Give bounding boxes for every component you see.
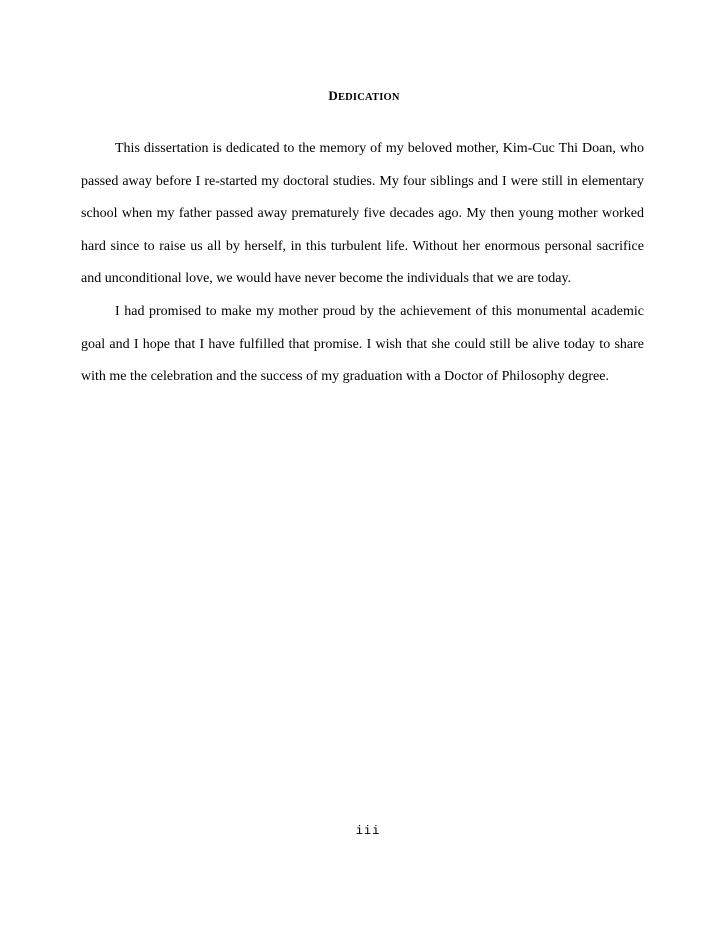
dedication-body: [81, 133, 644, 394]
title-small-caps: EDICATION: [337, 92, 400, 103]
dedication-paragraph-1: This dissertation is dedicated to the memory of my beloved mother, Kim-Cuc Thi Doan, who passed away before I re-started my doctoral studies. My four siblings and I were still in elementary school when my father passed away prematurely five decades ago. My then young mother worked hard since to raise us all by herself, in this turbulent life. Without her enormous personal sacrifice and unconditional love, we would have never become the individuals that we are today.: [81, 141, 644, 287]
title-initial: D: [328, 88, 338, 103]
dedication-paragraph-2: I had promised to make my mother proud by the achievement of this monumental academic goal and I hope that I have fulfilled that promise. I wish that she could still be alive today to share with me the celebration and the success of my graduation with a Doctor of Philosophy degree.: [81, 303, 644, 385]
page-title: [0, 88, 728, 104]
page-number: iii: [355, 824, 381, 838]
